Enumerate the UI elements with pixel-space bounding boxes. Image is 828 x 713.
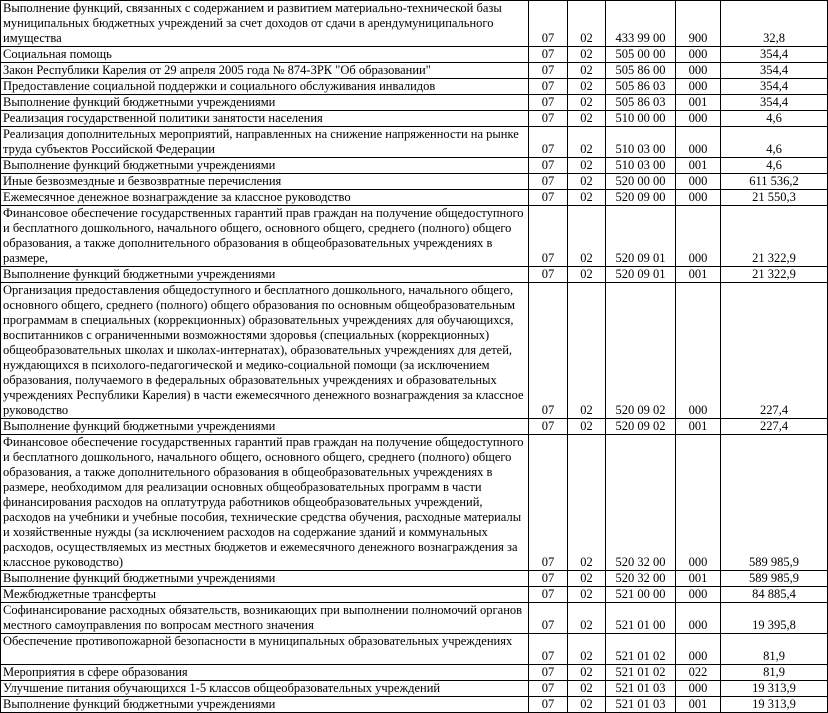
cell-sum: 21 322,9 [721,267,828,283]
cell-csr: 521 01 02 [606,634,676,665]
cell-name: Выполнение функций бюджетными учреждениями [1,697,529,713]
cell-rz: 07 [529,681,568,697]
cell-sum: 4,6 [721,111,828,127]
cell-name: Социальная помощь [1,47,529,63]
cell-csr: 521 01 02 [606,665,676,681]
cell-sum: 4,6 [721,127,828,158]
cell-vr: 001 [676,95,721,111]
cell-vr: 000 [676,634,721,665]
cell-sum: 354,4 [721,79,828,95]
cell-pr: 02 [568,697,606,713]
cell-rz: 07 [529,697,568,713]
table-row [1,158,828,174]
table-row [1,419,828,435]
cell-vr: 000 [676,190,721,206]
cell-vr: 001 [676,697,721,713]
cell-vr: 000 [676,127,721,158]
cell-sum: 227,4 [721,419,828,435]
table-row [1,79,828,95]
cell-rz: 07 [529,95,568,111]
cell-vr: 000 [676,587,721,603]
table-row [1,267,828,283]
cell-csr: 510 03 00 [606,127,676,158]
cell-rz: 07 [529,267,568,283]
cell-vr: 001 [676,419,721,435]
cell-sum: 21 550,3 [721,190,828,206]
cell-rz: 07 [529,571,568,587]
cell-pr: 02 [568,111,606,127]
cell-name: Закон Республики Карелия от 29 апреля 2005 года № 874-ЗРК "Об образовании" [1,63,529,79]
cell-csr: 520 32 00 [606,435,676,571]
cell-pr: 02 [568,158,606,174]
cell-pr: 02 [568,571,606,587]
cell-csr: 510 00 00 [606,111,676,127]
cell-vr: 001 [676,158,721,174]
cell-name: Предоставление социальной поддержки и социального обслуживания инвалидов [1,79,529,95]
table-row [1,603,828,634]
cell-sum: 589 985,9 [721,435,828,571]
cell-vr: 001 [676,267,721,283]
table-row [1,697,828,713]
cell-sum: 354,4 [721,95,828,111]
cell-rz: 07 [529,111,568,127]
cell-name: Софинансирование расходных обязательств, возникающих при выполнении полномочий органов местного самоуправления по вопросам местного значения [1,603,529,634]
cell-rz: 07 [529,435,568,571]
table-row [1,95,828,111]
cell-rz: 07 [529,587,568,603]
cell-name: Выполнение функций бюджетными учреждениями [1,419,529,435]
cell-name: Выполнение функций бюджетными учреждениями [1,158,529,174]
table-row [1,63,828,79]
cell-csr: 505 00 00 [606,47,676,63]
cell-name: Выполнение функций, связанных с содержанием и развитием материально-технической базы муниципальных бюджетных учреждений за счет доходов от сдачи в арендумуниципального имущества [1,1,529,47]
cell-csr: 520 09 01 [606,206,676,267]
cell-pr: 02 [568,267,606,283]
cell-rz: 07 [529,1,568,47]
table-row [1,587,828,603]
cell-name [1,634,529,665]
cell-rz: 07 [529,63,568,79]
cell-csr: 505 86 03 [606,95,676,111]
cell-csr: 520 09 02 [606,419,676,435]
cell-sum: 4,6 [721,158,828,174]
cell-csr: 521 01 00 [606,603,676,634]
cell-sum: 227,4 [721,283,828,419]
cell-csr: 521 01 03 [606,697,676,713]
cell-name: Выполнение функций бюджетными учреждениями [1,571,529,587]
cell-name: Мероприятия в сфере образования [1,665,529,681]
cell-rz: 07 [529,79,568,95]
cell-pr: 02 [568,419,606,435]
cell-csr: 433 99 00 [606,1,676,47]
cell-vr: 000 [676,283,721,419]
cell-sum: 81,9 [721,665,828,681]
cell-csr: 520 32 00 [606,571,676,587]
table-row [1,111,828,127]
cell-vr: 001 [676,571,721,587]
cell-pr: 02 [568,174,606,190]
cell-rz: 07 [529,174,568,190]
cell-name: Организация предоставления общедоступного и бесплатного дошкольного, начального общего, основного общего, среднего (полного) общего образования по основным общеобразовательным программам в специальных (коррекционных) образовательных учреждениях для обучающихся, воспитанников с ограниченными возможностями здоровья (специальных (коррекционных) общеобразовательных школах и школах-интернатах), образовательных учреждениях для детей, нуждающихся в психолого-педагогической и медико-социальной помощи (за исключением образования, получаемого в федеральных образовательных учреждениях и образовательных учреждениях Республики Карелия) в части ежемесячного денежного вознаграждения за классное руководство [1,283,529,419]
cell-csr: 521 00 00 [606,587,676,603]
cell-rz: 07 [529,283,568,419]
cell-pr: 02 [568,681,606,697]
cell-pr: 02 [568,79,606,95]
table-row [1,174,828,190]
cell-sum: 354,4 [721,47,828,63]
cell-sum: 21 322,9 [721,206,828,267]
cell-pr: 02 [568,603,606,634]
table-row [1,283,828,419]
cell-rz: 07 [529,47,568,63]
budget-table-body [1,1,828,713]
cell-name: Реализация государственной политики занятости населения [1,111,529,127]
cell-name-text: Обеспечение противопожарной безопасности в муниципальных образовательных учреждениях [3,634,513,648]
cell-vr: 000 [676,63,721,79]
cell-sum: 19 313,9 [721,697,828,713]
table-row [1,190,828,206]
cell-rz: 07 [529,206,568,267]
cell-csr: 510 03 00 [606,158,676,174]
cell-vr: 000 [676,111,721,127]
cell-name: Финансовое обеспечение государственных гарантий прав граждан на получение общедоступного и бесплатного дошкольного, начального общего, основного общего, среднего (полного) общего образования, а также дополнительного образования в общеобразовательных учреждениях в размере, [1,206,529,267]
cell-name: Выполнение функций бюджетными учреждениями [1,95,529,111]
table-row [1,681,828,697]
cell-sum: 611 536,2 [721,174,828,190]
table-row [1,435,828,571]
cell-sum: 81,9 [721,634,828,665]
cell-name: Ежемесячное денежное вознаграждение за классное руководство [1,190,529,206]
cell-vr: 000 [676,681,721,697]
cell-csr: 505 86 03 [606,79,676,95]
cell-vr: 000 [676,435,721,571]
cell-pr: 02 [568,95,606,111]
cell-rz: 07 [529,127,568,158]
cell-vr: 000 [676,603,721,634]
table-row [1,47,828,63]
table-row [1,634,828,665]
cell-pr: 02 [568,665,606,681]
cell-sum: 84 885,4 [721,587,828,603]
cell-name: Иные безвозмездные и безвозвратные перечисления [1,174,529,190]
cell-pr: 02 [568,63,606,79]
cell-pr: 02 [568,435,606,571]
cell-vr: 000 [676,206,721,267]
cell-vr: 000 [676,79,721,95]
cell-vr: 900 [676,1,721,47]
cell-pr: 02 [568,206,606,267]
table-row [1,1,828,47]
table-row [1,571,828,587]
cell-csr: 520 00 00 [606,174,676,190]
cell-csr: 520 09 00 [606,190,676,206]
cell-csr: 505 86 00 [606,63,676,79]
cell-sum: 19 313,9 [721,681,828,697]
cell-pr: 02 [568,127,606,158]
cell-vr: 022 [676,665,721,681]
cell-name: Реализация дополнительных мероприятий, направленных на снижение напряженности на рынке труда субъектов Российской Федерации [1,127,529,158]
cell-sum: 589 985,9 [721,571,828,587]
cell-name: Межбюджетные трансферты [1,587,529,603]
row-spacer [3,649,525,664]
cell-pr: 02 [568,1,606,47]
cell-vr: 000 [676,174,721,190]
table-row [1,206,828,267]
table-row [1,665,828,681]
cell-rz: 07 [529,190,568,206]
cell-pr: 02 [568,634,606,665]
cell-sum: 19 395,8 [721,603,828,634]
cell-rz: 07 [529,603,568,634]
cell-rz: 07 [529,419,568,435]
table-row [1,127,828,158]
cell-sum: 354,4 [721,63,828,79]
cell-sum: 32,8 [721,1,828,47]
cell-csr: 520 09 02 [606,283,676,419]
cell-vr: 000 [676,47,721,63]
cell-rz: 07 [529,634,568,665]
cell-csr: 521 01 03 [606,681,676,697]
cell-name: Выполнение функций бюджетными учреждениями [1,267,529,283]
cell-rz: 07 [529,665,568,681]
cell-name: Финансовое обеспечение государственных гарантий прав граждан на получение общедоступного и бесплатного дошкольного, начального общего, основного общего, среднего (полного) общего образования, а также дополнительного образования в общеобразовательных учреждениях в размере, необходимом для реализации основных общеобразовательных программ в части финансирования расходов на оплатутруда работников общеобразовательных учреждений, расходов на учебники и учебные пособия, технические средства обучения, расходные материалы и хозяйственные нужды (за исключением расходов на содержание зданий и коммунальных расходов, осуществляемых из местных бюджетов и ежемесячного денежного вознаграждения за классное руководство) [1,435,529,571]
cell-pr: 02 [568,283,606,419]
cell-rz: 07 [529,158,568,174]
cell-csr: 520 09 01 [606,267,676,283]
cell-pr: 02 [568,587,606,603]
cell-pr: 02 [568,190,606,206]
cell-name: Улучшение питания обучающихся 1-5 классов общеобразовательных учреждений [1,681,529,697]
cell-pr: 02 [568,47,606,63]
